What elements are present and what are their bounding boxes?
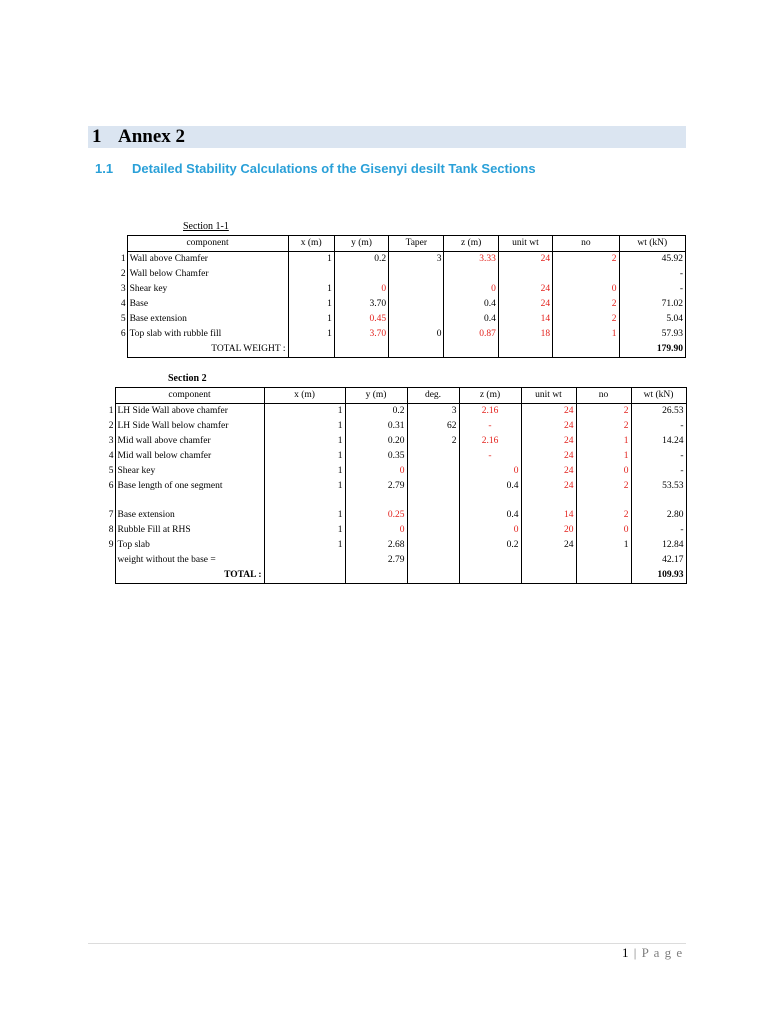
- table-row: [100, 434, 686, 449]
- wt-cell: -: [619, 282, 685, 297]
- z-cell: -: [459, 419, 521, 434]
- no-cell: 1: [576, 538, 631, 553]
- column-header: x (m): [264, 388, 345, 404]
- taper-cell: [389, 312, 444, 327]
- wt-cell: 5.04: [619, 312, 685, 327]
- total-value: 109.93: [631, 568, 686, 584]
- y-cell: 2.68: [345, 538, 407, 553]
- no-cell: 0: [576, 523, 631, 538]
- y-cell: 0.45: [334, 312, 388, 327]
- deg-cell: [407, 449, 459, 464]
- y-cell: 0: [345, 464, 407, 479]
- x-cell: 1: [264, 419, 345, 434]
- z-cell: 3.33: [444, 252, 498, 268]
- deg-cell: [407, 464, 459, 479]
- page-footer: [622, 945, 683, 961]
- component-cell: Base extension: [127, 312, 288, 327]
- column-header: y (m): [334, 236, 388, 252]
- column-header: z (m): [444, 236, 498, 252]
- z-cell: 0: [444, 282, 498, 297]
- deg-cell: 2: [407, 434, 459, 449]
- unit-wt-cell: 18: [498, 327, 552, 342]
- table-row: [112, 327, 686, 342]
- component-cell: Shear key: [115, 464, 264, 479]
- subheading-number: 1.1: [95, 161, 114, 176]
- x-cell: 1: [264, 538, 345, 553]
- component-cell: LH Side Wall above chamfer: [115, 404, 264, 420]
- no-cell: 2: [576, 419, 631, 434]
- total-label: TOTAL :: [115, 568, 264, 584]
- z-cell: 0.4: [459, 508, 521, 523]
- x-cell: 1: [264, 523, 345, 538]
- taper-cell: 0: [389, 327, 444, 342]
- row-number: 1: [108, 405, 114, 416]
- x-cell: 1: [264, 434, 345, 449]
- row-number: 4: [108, 451, 114, 461]
- row-number: 3: [108, 436, 114, 446]
- no-cell: 0: [553, 282, 619, 297]
- footer-divider: [88, 943, 686, 944]
- unit-wt-cell: [498, 267, 552, 282]
- weight-without-base-y: 2.79: [345, 553, 407, 568]
- y-cell: 3.70: [334, 327, 388, 342]
- deg-cell: 3: [407, 404, 459, 420]
- section1-title: Section 1-1: [183, 221, 229, 232]
- taper-cell: [389, 267, 444, 282]
- unit-wt-cell: 14: [521, 508, 576, 523]
- x-cell: 1: [264, 479, 345, 494]
- table-row: [100, 404, 686, 420]
- deg-cell: [407, 538, 459, 553]
- column-header: y (m): [345, 388, 407, 404]
- column-header: unit wt: [498, 236, 552, 252]
- y-cell: 0: [334, 282, 388, 297]
- x-cell: 1: [264, 464, 345, 479]
- taper-cell: [389, 297, 444, 312]
- row-number: 3: [120, 284, 126, 294]
- component-cell: Base: [127, 297, 288, 312]
- y-cell: 0.20: [345, 434, 407, 449]
- unit-wt-cell: 14: [498, 312, 552, 327]
- row-number: 8: [108, 525, 114, 535]
- y-cell: 0.35: [345, 449, 407, 464]
- row-number: 4: [120, 299, 126, 309]
- wt-cell: -: [631, 464, 686, 479]
- total-row: [112, 342, 686, 358]
- total-row: [100, 568, 686, 584]
- unit-wt-cell: 24: [521, 404, 576, 420]
- z-cell: 0.4: [459, 479, 521, 494]
- wt-cell: 2.80: [631, 508, 686, 523]
- x-cell: 1: [288, 312, 334, 327]
- column-header: no: [576, 388, 631, 404]
- no-cell: 0: [576, 464, 631, 479]
- row-number: 2: [108, 421, 114, 431]
- no-cell: 2: [553, 252, 619, 268]
- wt-cell: 57.93: [619, 327, 685, 342]
- column-header: Taper: [389, 236, 444, 252]
- z-cell: 0.4: [444, 312, 498, 327]
- no-cell: 2: [576, 479, 631, 494]
- z-cell: 0.87: [444, 327, 498, 342]
- y-cell: 0.25: [345, 508, 407, 523]
- weight-without-base-row: [100, 553, 686, 568]
- x-cell: 1: [288, 282, 334, 297]
- column-header: component: [115, 388, 264, 404]
- unit-wt-cell: 24: [498, 297, 552, 312]
- unit-wt-cell: 24: [521, 479, 576, 494]
- y-cell: [334, 267, 388, 282]
- row-number: 2: [120, 269, 126, 279]
- x-cell: 1: [288, 297, 334, 312]
- component-cell: LH Side Wall below chamfer: [115, 419, 264, 434]
- unit-wt-cell: 24: [498, 282, 552, 297]
- y-cell: 2.79: [345, 479, 407, 494]
- taper-cell: 3: [389, 252, 444, 268]
- column-header: z (m): [459, 388, 521, 404]
- component-cell: Base length of one segment: [115, 479, 264, 494]
- component-cell: Base extension: [115, 508, 264, 523]
- section2-header-row: [100, 388, 686, 404]
- table-row: [100, 523, 686, 538]
- unit-wt-cell: 20: [521, 523, 576, 538]
- taper-cell: [389, 282, 444, 297]
- no-cell: 2: [553, 297, 619, 312]
- deg-cell: [407, 508, 459, 523]
- row-number: 6: [108, 481, 114, 491]
- heading-title: Annex 2: [118, 126, 186, 147]
- wt-cell: 71.02: [619, 297, 685, 312]
- component-cell: Shear key: [127, 282, 288, 297]
- table-row: [112, 267, 686, 282]
- x-cell: 1: [264, 508, 345, 523]
- wt-cell: 45.92: [619, 252, 685, 268]
- table-row: [112, 297, 686, 312]
- wt-cell: -: [631, 449, 686, 464]
- table-row: [112, 252, 686, 268]
- y-cell: 0.31: [345, 419, 407, 434]
- section2-title: Section 2: [168, 373, 207, 384]
- row-number: 9: [108, 540, 114, 550]
- component-cell: Rubble Fill at RHS: [115, 523, 264, 538]
- section1-table: [112, 235, 686, 358]
- column-header: x (m): [288, 236, 334, 252]
- wt-cell: 14.24: [631, 434, 686, 449]
- section2-table: [100, 387, 687, 584]
- table-row: [100, 508, 686, 523]
- component-cell: Mid wall below chamfer: [115, 449, 264, 464]
- column-header: wt (kN): [631, 388, 686, 404]
- component-cell: Wall above Chamfer: [127, 252, 288, 268]
- subheading-title: Detailed Stability Calculations of the Gisenyi desilt Tank Sections: [132, 161, 536, 176]
- column-header: deg.: [407, 388, 459, 404]
- unit-wt-cell: 24: [521, 464, 576, 479]
- column-header: component: [127, 236, 288, 252]
- page-label: P a g e: [641, 945, 684, 960]
- z-cell: 0: [459, 464, 521, 479]
- heading-number: 1: [92, 126, 102, 147]
- component-cell: Top slab with rubble fill: [127, 327, 288, 342]
- x-cell: 1: [264, 449, 345, 464]
- z-cell: 0.4: [444, 297, 498, 312]
- column-header: wt (kN): [619, 236, 685, 252]
- deg-cell: 62: [407, 419, 459, 434]
- unit-wt-cell: 24: [521, 538, 576, 553]
- no-cell: 1: [553, 327, 619, 342]
- total-label: TOTAL WEIGHT :: [127, 342, 288, 358]
- wt-cell: 53.53: [631, 479, 686, 494]
- x-cell: 1: [264, 404, 345, 420]
- column-header: unit wt: [521, 388, 576, 404]
- wt-cell: 12.84: [631, 538, 686, 553]
- no-cell: 2: [576, 508, 631, 523]
- table-row: [100, 449, 686, 464]
- wt-cell: 26.53: [631, 404, 686, 420]
- total-value: 179.90: [619, 342, 685, 358]
- no-cell: 2: [576, 404, 631, 420]
- deg-cell: [407, 523, 459, 538]
- z-cell: 0.2: [459, 538, 521, 553]
- y-cell: 3.70: [334, 297, 388, 312]
- weight-without-base-label: weight without the base =: [115, 553, 264, 568]
- deg-cell: [407, 479, 459, 494]
- page-number: 1: [622, 945, 630, 960]
- z-cell: 2.16: [459, 404, 521, 420]
- component-cell: Top slab: [115, 538, 264, 553]
- row-number: 7: [108, 510, 114, 520]
- z-cell: -: [459, 449, 521, 464]
- y-cell: 0.2: [345, 404, 407, 420]
- component-cell: Mid wall above chamfer: [115, 434, 264, 449]
- row-number: 5: [120, 314, 126, 324]
- table-row: [112, 312, 686, 327]
- table-row: [100, 538, 686, 553]
- wt-cell: -: [619, 267, 685, 282]
- column-header: no: [553, 236, 619, 252]
- z-cell: 0: [459, 523, 521, 538]
- x-cell: 1: [288, 327, 334, 342]
- component-cell: Wall below Chamfer: [127, 267, 288, 282]
- no-cell: 1: [576, 434, 631, 449]
- table-row: [112, 282, 686, 297]
- row-number: 5: [108, 466, 114, 476]
- section1-header-row: [112, 236, 686, 252]
- table-row: [100, 464, 686, 479]
- unit-wt-cell: 24: [521, 434, 576, 449]
- no-cell: 2: [553, 312, 619, 327]
- table-row: [100, 479, 686, 494]
- no-cell: [553, 267, 619, 282]
- no-cell: 1: [576, 449, 631, 464]
- page-separator: |: [629, 945, 642, 960]
- unit-wt-cell: 24: [521, 419, 576, 434]
- unit-wt-cell: 24: [498, 252, 552, 268]
- table-row: [100, 419, 686, 434]
- spacer-row: [100, 494, 686, 508]
- wt-cell: -: [631, 523, 686, 538]
- unit-wt-cell: 24: [521, 449, 576, 464]
- z-cell: [444, 267, 498, 282]
- x-cell: 1: [288, 252, 334, 268]
- z-cell: 2.16: [459, 434, 521, 449]
- row-number: 6: [120, 329, 126, 339]
- x-cell: [288, 267, 334, 282]
- y-cell: 0: [345, 523, 407, 538]
- y-cell: 0.2: [334, 252, 388, 268]
- row-number: 1: [120, 253, 126, 264]
- weight-without-base-wt: 42.17: [631, 553, 686, 568]
- wt-cell: -: [631, 419, 686, 434]
